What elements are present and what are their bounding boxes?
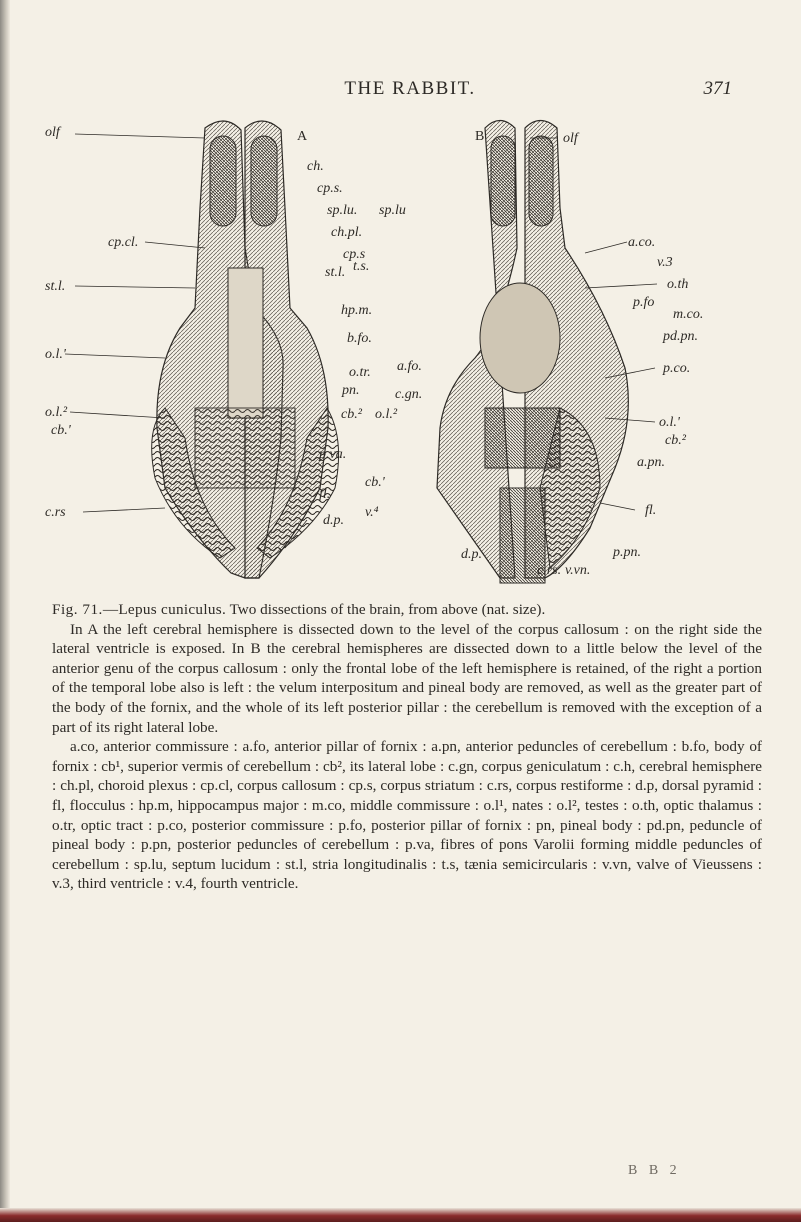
label-ol1-right: o.l.' <box>659 415 680 430</box>
label-fl-mid: fl. <box>319 487 331 502</box>
brain-b-olfactory-left <box>491 136 515 226</box>
brain-b <box>437 121 628 584</box>
label-olf-left: olf <box>45 125 60 140</box>
label-st-l-1: st.l. <box>45 279 66 294</box>
label-o-tr: o.tr. <box>349 365 371 380</box>
label-m-co: m.co. <box>673 307 704 322</box>
label-ch-pl: ch.pl. <box>331 225 363 240</box>
label-v3: v.3 <box>657 255 673 270</box>
label-v-vn: v.vn. <box>565 563 591 578</box>
label-c-gn: c.gn. <box>395 387 423 402</box>
brain-dissection-figure <box>45 108 745 595</box>
label-a-co: a.co. <box>628 235 656 250</box>
label-c-rs-left: c.rs <box>45 505 66 520</box>
label-olf-right: olf <box>563 131 578 146</box>
label-v4: v.⁴ <box>365 505 379 520</box>
label-p-co: p.co. <box>663 361 691 376</box>
label-cb1-left: cb.' <box>51 423 71 438</box>
page-bottom-edge <box>0 1208 801 1222</box>
brain-a <box>152 121 339 578</box>
label-d-p-mid: d.p. <box>461 547 482 562</box>
label-fl-right: fl. <box>645 503 657 518</box>
label-pn: pn. <box>342 383 360 398</box>
label-sp-lu-1: sp.lu. <box>327 203 358 218</box>
caption-intro: Two dissections of the brain, from above (nat. size). <box>226 601 546 618</box>
label-p-pn: p.pn. <box>613 545 641 560</box>
label-c-rs-bottom: c.rs. <box>537 563 562 578</box>
label-ol2-left: o.l.² <box>45 405 68 420</box>
brain-engraving <box>45 108 745 595</box>
label-cb2-right: cb.² <box>665 433 686 448</box>
label-o-th: o.th <box>667 277 689 292</box>
running-title: THE RABBIT. <box>344 78 476 99</box>
label-ch: ch. <box>307 159 324 174</box>
label-ol1-left: o.l.' <box>45 347 66 362</box>
label-ol2-mid: o.l.² <box>375 407 398 422</box>
panel-label-b: B <box>475 129 485 144</box>
signature-mark: B B 2 <box>628 1163 681 1178</box>
label-pd-pn: pd.pn. <box>663 329 698 344</box>
label-sp-lu-2: sp.lu <box>379 203 406 218</box>
label-cb2-mid: cb.² <box>341 407 362 422</box>
label-d-p-left: d.p. <box>323 513 344 528</box>
label-b-fo: b.fo. <box>347 331 372 346</box>
label-p-va: p.va. <box>319 447 347 462</box>
page-binding-shadow <box>0 0 10 1222</box>
caption-heading <box>52 600 762 620</box>
brain-a-corpus-callosum <box>228 268 263 418</box>
brain-b-olfactory-right <box>529 136 553 226</box>
caption-description: In A the left cerebral hemisphere is dissected down to the level of the corpus callosum : on the right side the lateral ventricle is exposed. In B the cerebral hemispheres are dissected down to a little below the level of the anterior genu of the corpus callosum : only the frontal lobe of the left hemisphere is retained, of the right a portion of the temporal lobe also is left : the velum interpositum and pineal body are removed, as well as the greater part of the body of the fornix, and the whole of its left posterior pillar : the cerebellum is removed with the exception of a part of its right lateral lobe. <box>52 620 762 736</box>
label-p-fo: p.fo <box>633 295 655 310</box>
label-cb1-mid: cb.' <box>365 475 385 490</box>
brain-a-vermis <box>195 408 295 488</box>
running-head <box>40 78 780 102</box>
brain-a-olfactory-left <box>210 136 236 226</box>
label-cp-s-mid: cp.s <box>343 247 366 262</box>
label-st-l-2: st.l. <box>325 265 346 280</box>
label-hp-m: hp.m. <box>341 303 373 318</box>
page-number: 371 <box>703 78 732 99</box>
brain-b-optic-thalamus <box>480 283 560 393</box>
figure-caption <box>52 600 762 894</box>
caption-fig-label: Fig. 71. <box>52 601 103 618</box>
label-cp-cl: cp.cl. <box>108 235 139 250</box>
label-a-pn: a.pn. <box>637 455 665 470</box>
brain-a-olfactory-right <box>251 136 277 226</box>
caption-legend: a.co, anterior commissure : a.fo, anterior pillar of fornix : a.pn, anterior peduncles of cerebellum : b.fo, body of fornix : cb¹, superior vermis of cerebellum : cb², its lateral lobe : c.gn, corpus geniculatum : c.h, cerebral hemisphere : ch.pl, choroid plexus : cp.cl, corpus callosum : cp.s, corpus striatum : c.rs, corpus restiforme : d.p, dorsal pyramid : fl, flocculus : hp.m, hippocampus major : m.co, middle commissure : o.l¹, nates : o.l², testes : o.th, optic thalamus : o.tr, optic tract : p.co, posterior commissure : p.fo, posterior pillar of fornix : pn, pineal body : pd.pn, peduncle of pineal body : p.pn, posterior peduncles of cerebellum : p.va, fibres of pons Varolii forming middle peduncles of cerebellum : sp.lu, septum lucidum : st.l, stria longitudinalis : t.s, tænia semicircularis : v.vn, valve of Vieussens : v.3, third ventricle : v.4, fourth ventricle. <box>52 738 762 893</box>
label-t-s: t.s. <box>353 259 370 274</box>
label-cp-s-top: cp.s. <box>317 181 343 196</box>
panel-label-a: A <box>297 129 308 144</box>
label-a-fo: a.fo. <box>397 359 422 374</box>
caption-species: —Lepus cuniculus. <box>102 601 227 618</box>
